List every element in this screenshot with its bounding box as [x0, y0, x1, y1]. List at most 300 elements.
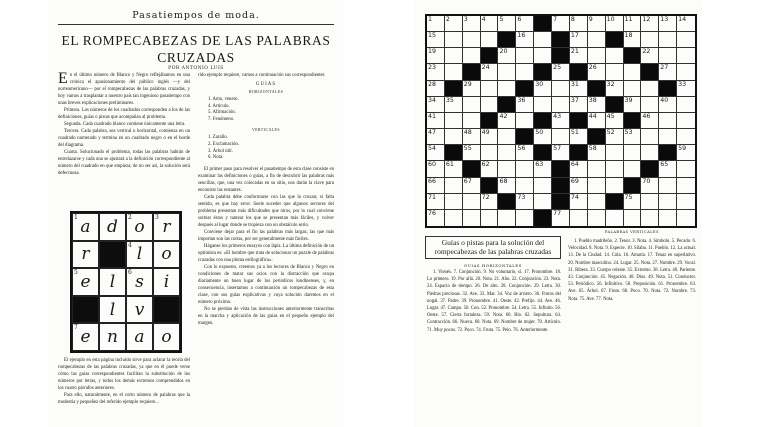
grid-cell[interactable]	[570, 48, 588, 64]
grid-cell[interactable]	[445, 210, 463, 226]
cell-letter: l	[109, 299, 116, 320]
grid-cell[interactable]	[552, 210, 570, 226]
cell-number: 74	[570, 193, 579, 201]
grid-cell[interactable]	[445, 16, 463, 32]
grid-cell[interactable]	[516, 210, 534, 226]
grid-cell-black	[516, 81, 534, 97]
column-a	[58, 72, 190, 208]
example-grid-cell	[153, 213, 180, 241]
grid-cell[interactable]	[463, 32, 481, 48]
grid-cell[interactable]	[463, 48, 481, 64]
grid-cell[interactable]	[534, 32, 552, 48]
cell-letter: v	[134, 299, 145, 320]
cell-number: 31	[570, 80, 579, 88]
grid-cell-black	[516, 129, 534, 145]
grid-cell[interactable]	[624, 32, 642, 48]
grid-cell[interactable]	[606, 129, 624, 145]
grid-cell-black	[498, 194, 516, 210]
grid-cell[interactable]	[659, 194, 677, 210]
cell-letter: d	[107, 216, 118, 237]
grid-cell[interactable]	[624, 129, 642, 145]
grid-cell[interactable]	[463, 129, 481, 145]
cell-number: 32	[606, 80, 615, 88]
grid-cell-black	[641, 161, 659, 177]
grid-cell[interactable]	[641, 145, 659, 161]
paragraph: Háganse los primeros ensayos con lápiz. La última definición de un optimista es: «El hombre que trata de solucionar un puzzle de palabras cruzadas con una pluma estilográfica».	[198, 243, 334, 263]
grid-cell[interactable]	[552, 129, 570, 145]
grid-cell[interactable]	[677, 81, 695, 97]
grid-cell[interactable]	[641, 97, 659, 113]
grid-cell[interactable]	[427, 145, 445, 161]
cell-number: 14	[678, 16, 687, 23]
grid-cell[interactable]	[463, 194, 481, 210]
grid-cell[interactable]	[641, 178, 659, 194]
grid-cell-black	[463, 161, 481, 177]
grid-cell[interactable]	[606, 161, 624, 177]
grid-cell[interactable]	[516, 16, 534, 32]
grid-cell-black	[570, 145, 588, 161]
grid-cell[interactable]	[427, 210, 445, 226]
grid-cell-black	[552, 48, 570, 64]
grid-cell[interactable]	[677, 178, 695, 194]
cell-number: 77	[553, 209, 562, 217]
cell-letter: e	[80, 271, 91, 292]
crossword-grid	[425, 14, 697, 228]
grid-cell[interactable]	[552, 81, 570, 97]
cell-number: 3	[463, 16, 468, 23]
grid-cell[interactable]	[481, 97, 499, 113]
cell-number: 7	[74, 324, 78, 332]
example-grid-cell	[99, 323, 126, 351]
grid-cell[interactable]	[606, 178, 624, 194]
grid-cell[interactable]	[552, 16, 570, 32]
grid-cell[interactable]	[677, 113, 695, 129]
cell-number: 49	[481, 129, 490, 137]
example-grid-cell	[126, 323, 153, 351]
cell-number: 20	[499, 48, 508, 56]
grid-cell[interactable]	[677, 145, 695, 161]
grid-cell[interactable]	[588, 32, 606, 48]
article-title	[56, 32, 336, 66]
guias-verticales-label: VERTICALES	[252, 128, 280, 133]
grid-cell[interactable]	[588, 178, 606, 194]
example-grid-cell	[153, 241, 180, 269]
guia-item: 6. Nota.	[208, 155, 224, 161]
grid-cell[interactable]	[624, 16, 642, 32]
grid-cell[interactable]	[481, 64, 499, 80]
cell-number: 23	[428, 64, 437, 72]
grid-cell[interactable]	[588, 210, 606, 226]
cell-number: 17	[570, 32, 579, 40]
grid-cell[interactable]	[516, 32, 534, 48]
cell-number: 39	[624, 96, 633, 104]
grid-cell[interactable]	[659, 113, 677, 129]
grid-cell-black	[534, 64, 552, 80]
clues-horizontal	[427, 269, 561, 419]
grid-cell[interactable]	[552, 145, 570, 161]
grid-cell-black	[588, 129, 606, 145]
grid-cell[interactable]	[481, 81, 499, 97]
grid-cell[interactable]	[427, 194, 445, 210]
guia-item: 3. Árbol útil.	[208, 148, 233, 154]
grid-cell[interactable]	[445, 32, 463, 48]
cell-number: 12	[642, 16, 651, 23]
grid-cell[interactable]	[427, 64, 445, 80]
grid-cell[interactable]	[606, 145, 624, 161]
grid-cell[interactable]	[588, 194, 606, 210]
example-grid-cell	[153, 323, 180, 351]
grid-cell[interactable]	[516, 194, 534, 210]
grid-cell[interactable]	[463, 178, 481, 194]
example-grid-cell	[99, 213, 126, 241]
guia-item: 1. Amo, venero.	[208, 97, 239, 102]
grid-cell[interactable]	[445, 97, 463, 113]
column-a-text	[58, 72, 190, 177]
paragraph: No se pierdan de vista las instrucciones anteriormente transcritas en la marcha y aplicación de las guías en el pequeño ejemplo del margen.	[198, 306, 334, 326]
example-grid-cell	[126, 213, 153, 241]
grid-cell-black	[552, 161, 570, 177]
guia-item: 5. Afirmación.	[208, 110, 236, 116]
grid-cell-black	[534, 145, 552, 161]
grid-cell[interactable]	[570, 210, 588, 226]
grid-cell[interactable]	[427, 178, 445, 194]
grid-cell-black	[588, 81, 606, 97]
grid-cell[interactable]	[481, 145, 499, 161]
grid-cell[interactable]	[516, 97, 534, 113]
grid-cell[interactable]	[624, 161, 642, 177]
paragraph: Tercera. Cada palabra, sea vertical u horizontal, comienza en un cuadrado numerado y termina en un cuadrado negro o en el borde del diagrama.	[58, 129, 190, 148]
cell-number: 76	[428, 209, 437, 217]
grid-cell[interactable]	[570, 81, 588, 97]
grid-cell[interactable]	[588, 97, 606, 113]
grid-cell[interactable]	[516, 113, 534, 129]
grid-cell[interactable]	[677, 97, 695, 113]
cell-letter: l	[136, 244, 143, 265]
grid-cell[interactable]	[534, 97, 552, 113]
grid-cell[interactable]	[659, 129, 677, 145]
example-grid-cell	[72, 213, 99, 241]
grid-cell[interactable]	[427, 129, 445, 145]
guia-item: 1. Zarallo.	[208, 135, 228, 141]
cell-letter: r	[162, 216, 171, 237]
cell-number: 4	[481, 16, 486, 23]
grid-cell-black	[606, 32, 624, 48]
cell-letter: i	[163, 271, 170, 292]
cell-number: 58	[588, 145, 597, 153]
grid-cell[interactable]	[463, 16, 481, 32]
grid-cell[interactable]	[641, 113, 659, 129]
example-grid-cell	[72, 296, 99, 324]
grid-cell[interactable]	[624, 81, 642, 97]
grid-cell-black	[534, 16, 552, 32]
grid-cell[interactable]	[552, 97, 570, 113]
cell-number: 41	[428, 112, 437, 120]
cell-number: 51	[570, 129, 579, 137]
grid-cell[interactable]	[427, 48, 445, 64]
cell-number: 69	[570, 177, 579, 185]
grid-cell[interactable]	[534, 48, 552, 64]
title-line-1: EL ROMPECABEZAS DE LAS PALABRAS	[61, 33, 331, 48]
grid-cell[interactable]	[463, 113, 481, 129]
grid-cell-black	[552, 32, 570, 48]
paragraph: Con lo expuesto, creemos ya a los lectores de Blanco y Negro en condiciones de matar sus ocios con la distracción que ocupa diariamente un buen lugar de los periódicos londinenses, y, en consecuencia, insertamos a continuación un rompecabezas de esta clase, con sus guías explicativas y cuya solución daremos en el número próximo.	[198, 264, 334, 305]
running-head: Pasatiempos de moda.	[132, 10, 260, 21]
grid-cell[interactable]	[498, 16, 516, 32]
grid-cell[interactable]	[463, 210, 481, 226]
grid-cell[interactable]	[659, 16, 677, 32]
grid-cell[interactable]	[588, 145, 606, 161]
cell-number: 15	[428, 32, 437, 40]
cell-number: 66	[428, 177, 437, 185]
grid-cell[interactable]	[552, 113, 570, 129]
grid-cell[interactable]	[445, 64, 463, 80]
grid-cell[interactable]	[498, 145, 516, 161]
cell-letter: n	[107, 327, 118, 348]
grid-cell[interactable]	[624, 210, 642, 226]
grid-cell[interactable]	[445, 178, 463, 194]
grid-cell[interactable]	[445, 161, 463, 177]
verticales-caption: PALABRAS VERTICALES	[604, 230, 659, 234]
grid-cell-black	[445, 145, 463, 161]
grid-cell[interactable]	[570, 97, 588, 113]
grid-cell-black	[624, 113, 642, 129]
cell-number: 9	[588, 16, 593, 23]
grid-cell[interactable]	[498, 81, 516, 97]
grid-cell[interactable]	[427, 113, 445, 129]
cell-number: 11	[624, 16, 633, 23]
example-grid-cell	[126, 296, 153, 324]
grid-cell[interactable]	[570, 161, 588, 177]
grid-cell[interactable]	[427, 97, 445, 113]
grid-cell[interactable]	[659, 64, 677, 80]
cell-number: 43	[553, 112, 562, 120]
cell-number: 18	[624, 32, 633, 40]
grid-cell[interactable]	[481, 16, 499, 32]
cell-number: 26	[588, 64, 597, 72]
grid-cell[interactable]	[588, 113, 606, 129]
cell-number: 40	[660, 96, 669, 104]
example-grid-cell	[99, 296, 126, 324]
grid-cell[interactable]	[427, 32, 445, 48]
grid-cell-black	[481, 113, 499, 129]
grid-cell[interactable]	[677, 48, 695, 64]
cell-letter: r	[81, 244, 90, 265]
grid-cell[interactable]	[463, 145, 481, 161]
cell-number: 6	[517, 16, 522, 23]
cell-number: 5	[74, 269, 78, 277]
grid-cell[interactable]	[570, 194, 588, 210]
grid-cell[interactable]	[677, 32, 695, 48]
grid-cell[interactable]	[427, 16, 445, 32]
grid-cell[interactable]	[641, 81, 659, 97]
grid-cell[interactable]	[445, 194, 463, 210]
cell-number: 35	[445, 96, 454, 104]
grid-cell-black	[552, 178, 570, 194]
paragraph: Cada palabra debe conformarse con las que la cruzan; si falta sentido, es que hay error. Suele suceder que algunos sectores del problema presentan más dificultades que otros, por lo cual conviene sortear éstos y tantear los que se presentan más fáciles, y volver después al lugar donde se tropieza con un obstáculo serio.	[198, 194, 334, 228]
grid-cell[interactable]	[677, 210, 695, 226]
example-grid-cell	[153, 268, 180, 296]
grid-cell[interactable]	[427, 81, 445, 97]
grid-cell[interactable]	[552, 64, 570, 80]
cell-number: 72	[481, 193, 490, 201]
grid-cell[interactable]	[641, 210, 659, 226]
cell-number: 70	[642, 177, 651, 185]
grid-cell[interactable]	[534, 81, 552, 97]
cell-number: 21	[570, 48, 579, 56]
pistas-subtitle: GUIAS HORIZONTALES	[464, 263, 522, 268]
right-page	[414, 0, 702, 427]
grid-cell[interactable]	[481, 129, 499, 145]
grid-cell-black	[659, 81, 677, 97]
guias-horizontales-label: HORIZONTALES	[248, 90, 284, 94]
grid-cell[interactable]	[606, 48, 624, 64]
grid-cell[interactable]	[445, 113, 463, 129]
cell-number: 36	[517, 96, 526, 104]
grid-cell[interactable]	[677, 194, 695, 210]
grid-cell[interactable]	[641, 32, 659, 48]
example-crossword-grid	[70, 211, 182, 353]
grid-cell[interactable]	[624, 64, 642, 80]
grid-cell[interactable]	[659, 161, 677, 177]
grid-cell[interactable]	[534, 178, 552, 194]
grid-cell[interactable]	[498, 178, 516, 194]
grid-cell[interactable]	[445, 129, 463, 145]
grid-cell[interactable]	[677, 129, 695, 145]
grid-cell[interactable]	[659, 32, 677, 48]
example-grid-cell	[99, 268, 126, 296]
grid-cell[interactable]	[570, 129, 588, 145]
cell-number: 16	[517, 32, 526, 40]
grid-cell[interactable]	[677, 64, 695, 80]
paragraph: Segunda. Cada cuadrado blanco contiene únicamente una letra.	[64, 122, 186, 127]
grid-cell[interactable]	[534, 194, 552, 210]
cell-number: 61	[445, 161, 454, 169]
grid-cell-black	[534, 210, 552, 226]
grid-cell[interactable]	[588, 161, 606, 177]
cell-number: 62	[481, 161, 490, 169]
grid-cell-black	[606, 194, 624, 210]
grid-cell[interactable]	[624, 145, 642, 161]
cell-number: 34	[428, 96, 437, 104]
grid-cell[interactable]	[498, 64, 516, 80]
clues-vertical	[568, 238, 696, 420]
grid-cell[interactable]	[516, 64, 534, 80]
grid-cell[interactable]	[498, 48, 516, 64]
grid-cell[interactable]	[463, 97, 481, 113]
column-b-text	[198, 166, 334, 327]
example-grid-cell	[126, 268, 153, 296]
grid-cell[interactable]	[606, 113, 624, 129]
grid-cell[interactable]	[516, 178, 534, 194]
grid-cell[interactable]	[570, 178, 588, 194]
cell-number: 55	[463, 145, 472, 153]
grid-cell[interactable]	[659, 97, 677, 113]
left-page	[48, 0, 344, 427]
grid-cell[interactable]	[570, 16, 588, 32]
grid-cell[interactable]	[659, 178, 677, 194]
grid-cell[interactable]	[481, 32, 499, 48]
grid-cell[interactable]	[481, 161, 499, 177]
grid-cell[interactable]	[677, 16, 695, 32]
clue-paragraph: 1. Pueblo madrileño. 2. Tenor. 3. Nota. 4. Símbolo. 5. Pecado. 6. Velocidad. 8. Nota. 9. Especie. 10. Sílaba. 11. Pueblo. 12. La actual. 13. De la Ciudad. 14. Cola. 16. Amaría. 17. Tenaz en superlativo. 20. Nombre masculino. 24. Lugar. 25. Nota. 27. Nombre. 29. Vocal. 31. Ribera. 33. Cuerpo celeste. 35. Extremo. 38. Letra. 40. Pariente. 43. Conjunción. 45. Negación. 48. Dios. 49. Nota. 51. Conductor. 53. Periódico. 56. Infinitivo. 58. Preposición. 61. Pronombre. 63. Ave. 65. Árbol. 67. Fruto. 68. Poco. 70. Nota. 72. Nombre. 73. Nota. 75. Ave. 77. Nota.	[568, 239, 696, 302]
grid-cell[interactable]	[463, 81, 481, 97]
cell-number: 65	[660, 161, 669, 169]
grid-cell-black	[570, 113, 588, 129]
paragraph: El primer paso para resolver el pasatiempo de esta clase consiste en examinar las definiciones o guías, a fin de descubrir las palabras más sencillas, que, una vez colocadas en su sitio, nos darán la clave para encontrar las restantes.	[198, 166, 334, 193]
grid-cell[interactable]	[588, 48, 606, 64]
cell-number: 13	[660, 16, 669, 23]
grid-cell-black	[481, 48, 499, 64]
cell-number: 24	[481, 64, 490, 72]
grid-cell[interactable]	[516, 161, 534, 177]
cell-number: 19	[428, 48, 437, 56]
grid-cell[interactable]	[498, 161, 516, 177]
grid-cell[interactable]	[641, 194, 659, 210]
cell-number: 33	[678, 80, 687, 88]
grid-cell[interactable]	[606, 81, 624, 97]
paragraph: El ejemplo en esta página incluido sirve para aclarar la teoría del rompecabezas de las palabras cruzadas, ya que en él puede verse cómo las guías correspondientes facilitan la substitución de los números por letras, y todos los demás extremos comprendidos en los cuatro párrafos anteriores.	[58, 358, 190, 391]
cell-number: 2	[445, 16, 450, 23]
example-grid-cell	[72, 241, 99, 269]
grid-cell[interactable]	[641, 16, 659, 32]
grid-cell[interactable]	[606, 16, 624, 32]
grid-cell[interactable]	[498, 113, 516, 129]
pistas-title-box: Guías o pistas para la solución del rompecabezas de las palabras cruzadas	[425, 236, 561, 259]
grid-cell[interactable]	[588, 64, 606, 80]
cell-number: 60	[428, 161, 437, 169]
cell-number: 52	[606, 129, 615, 137]
grid-cell[interactable]	[624, 194, 642, 210]
grid-cell[interactable]	[498, 210, 516, 226]
cell-number: 3	[155, 214, 159, 221]
grid-cell-black	[570, 64, 588, 80]
grid-cell[interactable]	[516, 48, 534, 64]
cell-number: 28	[428, 80, 437, 88]
cell-number: 59	[678, 145, 687, 153]
grid-cell[interactable]	[659, 210, 677, 226]
grid-cell[interactable]	[659, 48, 677, 64]
cell-number: 75	[624, 193, 633, 201]
grid-cell[interactable]	[534, 129, 552, 145]
cell-number: 67	[463, 177, 472, 185]
grid-cell[interactable]	[606, 210, 624, 226]
cell-number: 29	[463, 80, 472, 88]
grid-cell[interactable]	[677, 161, 695, 177]
paragraph: Para ello, naturalmente, en el corto número de palabras que la modestia y pequeñez del referido ejemplo requiere...	[58, 393, 190, 405]
grid-cell[interactable]	[516, 145, 534, 161]
paragraph: Primera. Los números de los cuadrados corresponden a los de las definiciones, guías o pistas que acompañan al problema.	[58, 108, 190, 120]
example-grid-cell	[153, 296, 180, 324]
grid-cell[interactable]	[481, 210, 499, 226]
grid-cell[interactable]	[445, 48, 463, 64]
grid-cell[interactable]	[588, 16, 606, 32]
grid-cell[interactable]	[498, 129, 516, 145]
grid-cell[interactable]	[624, 97, 642, 113]
grid-cell[interactable]	[570, 32, 588, 48]
grid-cell[interactable]	[481, 194, 499, 210]
drop-cap: E	[58, 70, 68, 87]
grid-cell-black	[498, 32, 516, 48]
grid-cell[interactable]	[641, 129, 659, 145]
grid-cell[interactable]	[606, 64, 624, 80]
grid-cell[interactable]	[641, 48, 659, 64]
example-grid-cell	[126, 241, 153, 269]
grid-cell[interactable]	[427, 161, 445, 177]
grid-cell[interactable]	[534, 161, 552, 177]
guia-item: 7. Fenómeno.	[208, 116, 235, 122]
grid-cell-black	[481, 178, 499, 194]
header-rule	[58, 24, 334, 25]
